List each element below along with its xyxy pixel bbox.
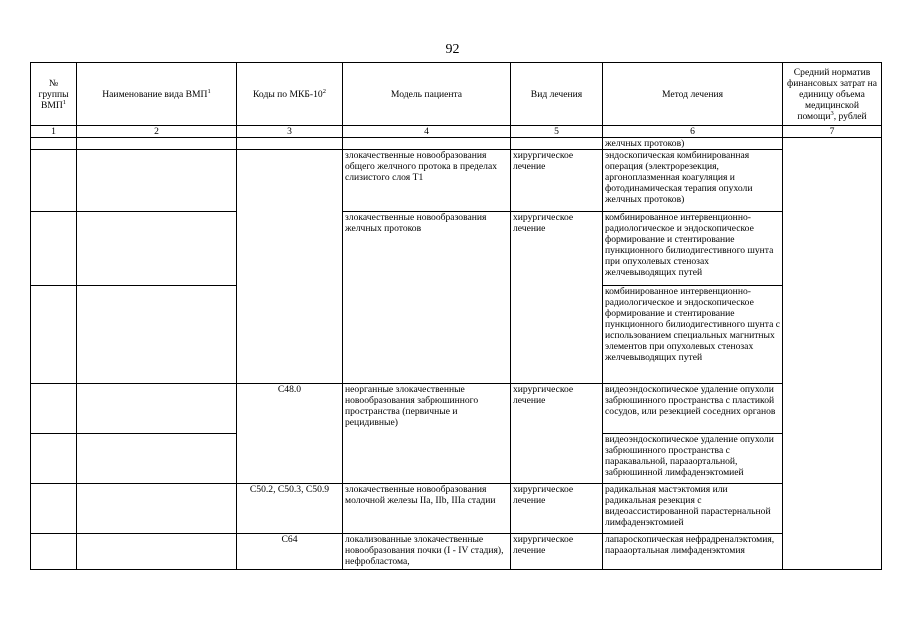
- cell-treatment-type: хирургическое лечение: [511, 150, 603, 212]
- cell-empty: [31, 286, 77, 384]
- cell-icd-code: [237, 150, 343, 384]
- cell-method: комбинированное интервенционно-радиологическое и эндоскопическое формирование и стентирование пункционного билиодигестивного шунта при опухолевых стенозах желчевыводящих путей: [603, 212, 783, 286]
- table-row: [31, 484, 882, 534]
- cell-method: видеоэндоскопическое удаление опухоли забрюшинного пространства с пластикой сосудов, или резекцией соседних органов: [603, 384, 783, 434]
- cell-treatment-type: хирургическое лечение: [511, 384, 603, 484]
- col-number: 7: [783, 126, 882, 138]
- cell-method: радикальная мастэктомия или радикальная резекция с видеоассистированной парастернальной лимфаденэктомией: [603, 484, 783, 534]
- table-row: [31, 384, 882, 434]
- cell-patient-model: злокачественные новообразования молочной железы IIa, IIb, IIIa стадии: [343, 484, 511, 534]
- header-group-number: № группы ВМП$^1$: [31, 63, 77, 126]
- cell-empty: [31, 212, 77, 286]
- cell-method: комбинированное интервенционно-радиологическое и эндоскопическое формирование и стентирование пункционного билиодигестивного шунта с использованием специальных магнитных элементов при опухолевых стенозах желчевыводящих путей: [603, 286, 783, 384]
- cell-empty: [77, 138, 237, 150]
- cell-empty: [31, 434, 77, 484]
- cell-icd-code: C48.0: [237, 384, 343, 484]
- cell-empty: [77, 212, 237, 286]
- cell-empty: [77, 286, 237, 384]
- table-row: [31, 150, 882, 212]
- cell-empty: [77, 150, 237, 212]
- cell-patient-model: неорганные злокачественные новообразования забрюшинного пространства (первичные и рецидивные): [343, 384, 511, 484]
- cell-empty: [343, 138, 511, 150]
- header-cost-norm: Средний норматив финансовых затрат на единицу объема медицинской помощи$^3$, рублей: [783, 63, 882, 126]
- cell-patient-model: злокачественные новообразования желчных протоков: [343, 212, 511, 384]
- cell-empty: [511, 138, 603, 150]
- header-treatment-type: Вид лечения: [511, 63, 603, 126]
- header-icd-codes: Коды по МКБ-$10^2$: [237, 63, 343, 126]
- vmp-table: [30, 62, 882, 570]
- cell-method: желчных протоков): [603, 138, 783, 150]
- cell-method: видеоэндоскопическое удаление опухоли забрюшинного пространства с паракавальной, парааортальной, забрюшинной лимфаденэктомией: [603, 434, 783, 484]
- cell-icd-code: C64: [237, 534, 343, 570]
- cell-treatment-type: хирургическое лечение: [511, 484, 603, 534]
- col-number: 1: [31, 126, 77, 138]
- header-row: [31, 63, 882, 126]
- table-row: [31, 138, 882, 150]
- cell-empty: [31, 384, 77, 434]
- col-number: 4: [343, 126, 511, 138]
- cell-empty: [31, 534, 77, 570]
- column-number-row: [31, 126, 882, 138]
- cell-method: эндоскопическая комбинированная операция (электрорезекция, аргоноплазменная коагуляция и фотодинамическая терапия опухоли желчных протоков): [603, 150, 783, 212]
- col-number: 3: [237, 126, 343, 138]
- cell-empty: [77, 434, 237, 484]
- col-number: 6: [603, 126, 783, 138]
- cell-icd-code: C50.2, C50.3, C50.9: [237, 484, 343, 534]
- cell-treatment-type: хирургическое лечение: [511, 534, 603, 570]
- cell-empty: [77, 534, 237, 570]
- table-row: [31, 212, 882, 286]
- cell-method: лапароскопическая нефрадреналэктомия, парааортальная лимфаденэктомия: [603, 534, 783, 570]
- table-row: [31, 534, 882, 570]
- header-treatment-method: Метод лечения: [603, 63, 783, 126]
- cell-empty: [237, 138, 343, 150]
- cell-empty: [31, 138, 77, 150]
- header-vmp-name: Наименование вида ВМП$^1$: [77, 63, 237, 126]
- col-number: 5: [511, 126, 603, 138]
- cell-empty: [77, 384, 237, 434]
- col-number: 2: [77, 126, 237, 138]
- cell-empty: [77, 484, 237, 534]
- cell-empty: [31, 150, 77, 212]
- cell-patient-model: локализованные злокачественные новообразования почки (I - IV стадия), нефробластома,: [343, 534, 511, 570]
- cell-patient-model: злокачественные новообразования общего желчного протока в пределах слизистого слоя T1: [343, 150, 511, 212]
- header-patient-model: Модель пациента: [343, 63, 511, 126]
- page-number: 92: [445, 42, 460, 57]
- cell-cost-norm: [783, 138, 882, 570]
- cell-empty: [31, 484, 77, 534]
- cell-treatment-type: хирургическое лечение: [511, 212, 603, 384]
